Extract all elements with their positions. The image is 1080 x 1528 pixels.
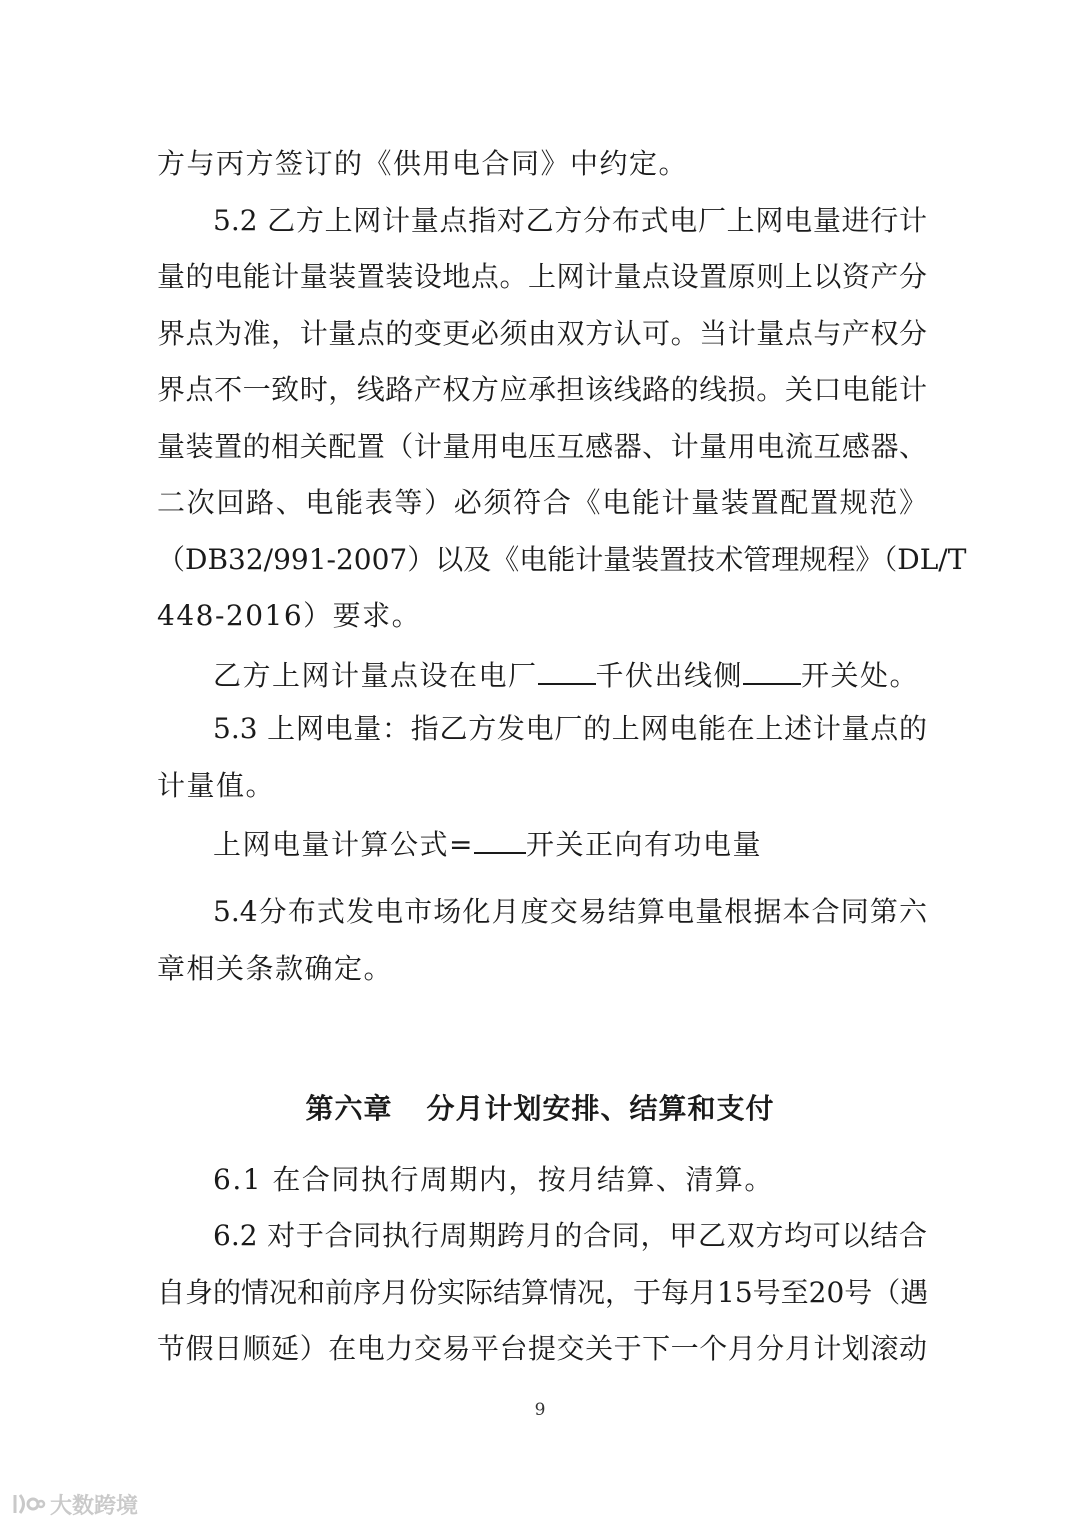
text-line: 自身的情况和前序月份实际结算情况，于每月15号至20号（遇 [157, 1276, 929, 1309]
metering-point-text: 乙方上网计量点设在电厂 [213, 659, 538, 692]
text-line: 界点不一致时，线路产权方应承担该线路的线损。关口电能计 [157, 373, 927, 406]
metering-point-text: 千伏出线侧 [595, 659, 744, 692]
chapter-title: 分月计划安排、结算和支付 [426, 1092, 775, 1125]
text-line: 计量值。 [157, 769, 276, 802]
metering-point-line [213, 653, 927, 693]
text-line: 5.4分布式发电市场化月度交易结算电量根据本合同第六 [213, 895, 927, 928]
text-line: 448-2016）要求。 [157, 599, 422, 632]
voltage-blank [538, 653, 596, 685]
text-line: 6.1 在合同执行周期内，按月结算、清算。 [213, 1163, 774, 1196]
watermark [12, 1489, 138, 1519]
text-line: 章相关条款确定。 [157, 952, 394, 985]
text-line: 量的电能计量装置装设地点。上网计量点设置原则上以资产分 [157, 260, 927, 293]
metering-point-text: 开关处。 [801, 659, 920, 692]
formula-blank [474, 822, 526, 854]
text-line: 5.2 乙方上网计量点指对乙方分布式电厂上网电量进行计 [213, 204, 927, 237]
text-line: （DB32/991-2007）以及《电能计量装置技术管理规程》（DL/T [157, 543, 967, 576]
text-line: 6.2 对于合同执行周期跨月的合同，甲乙双方均可以结合 [213, 1219, 927, 1252]
text-line: 二次回路、电能表等）必须符合《电能计量装置配置规范》 [157, 486, 927, 519]
formula-text: 开关正向有功电量 [525, 828, 762, 861]
page-number: 9 [534, 1400, 546, 1420]
text-line: 5.3 上网电量：指乙方发电厂的上网电能在上述计量点的 [213, 712, 927, 745]
chapter-heading [0, 1089, 1080, 1129]
switch-blank [743, 653, 801, 685]
text-line: 方与丙方签订的《供用电合同》中约定。 [157, 147, 689, 180]
formula-line [213, 822, 927, 862]
chapter-number: 第六章 [305, 1092, 393, 1125]
text-line: 节假日顺延）在电力交易平台提交关于下一个月分月计划滚动 [157, 1332, 927, 1365]
watermark-text: 大数跨境 [50, 1493, 139, 1519]
text-line: 界点为准，计量点的变更必须由双方认可。当计量点与产权分 [157, 317, 927, 350]
formula-text: 上网电量计算公式= [213, 828, 474, 861]
text-line: 量装置的相关配置（计量用电压互感器、计量用电流互感器、 [157, 430, 927, 463]
brand-logo-icon [12, 1491, 46, 1517]
